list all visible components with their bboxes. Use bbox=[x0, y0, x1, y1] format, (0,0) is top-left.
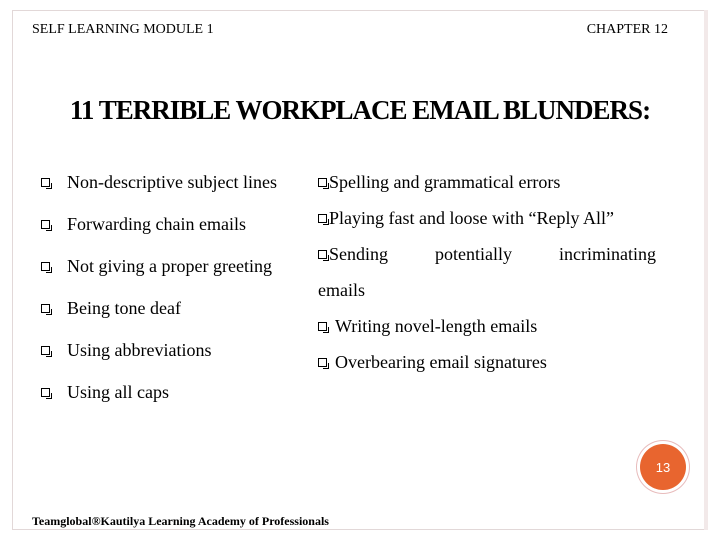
checkbox-bullet-icon bbox=[318, 178, 327, 187]
list-item-text: Spelling and grammatical errors bbox=[329, 172, 561, 192]
list-item bbox=[41, 340, 211, 361]
list-item-text: Playing fast and loose with “Reply All” bbox=[329, 208, 614, 228]
list-item-word: potentially bbox=[435, 244, 512, 264]
list-item bbox=[318, 208, 614, 229]
list-item-text: Forwarding chain emails bbox=[67, 214, 246, 234]
list-item bbox=[318, 316, 537, 337]
checkbox-bullet-icon bbox=[318, 214, 327, 223]
list-item-text: Writing novel-length emails bbox=[335, 316, 538, 336]
list-item-text: Non-descriptive subject lines bbox=[67, 172, 277, 192]
list-item-text: Overbearing email signatures bbox=[335, 352, 547, 372]
list-item bbox=[318, 244, 656, 265]
list-item-text: Using abbreviations bbox=[67, 340, 212, 360]
list-item-word: Sending bbox=[329, 244, 389, 264]
list-item bbox=[41, 382, 169, 403]
checkbox-bullet-icon bbox=[41, 346, 50, 355]
list-item-text: Using all caps bbox=[67, 382, 169, 402]
frame-edge bbox=[704, 10, 708, 530]
slide-title: 11 TERRIBLE WORKPLACE EMAIL BLUNDERS: bbox=[69, 95, 651, 125]
checkbox-bullet-icon bbox=[41, 262, 50, 271]
list-item-text: Being tone deaf bbox=[67, 298, 181, 318]
page-number-badge: 13 bbox=[640, 444, 686, 490]
list-item bbox=[318, 172, 560, 193]
list-item-text: Not giving a proper greeting bbox=[67, 256, 272, 276]
module-header: SELF LEARNING MODULE 1 bbox=[32, 22, 214, 37]
list-item bbox=[318, 352, 547, 373]
checkbox-bullet-icon bbox=[318, 250, 327, 259]
checkbox-bullet-icon bbox=[41, 388, 50, 397]
list-item bbox=[41, 172, 277, 193]
checkbox-bullet-icon bbox=[41, 220, 50, 229]
chapter-header: CHAPTER 12 bbox=[586, 22, 668, 37]
footer-credit: Teamglobal®Kautilya Learning Academy of Professionals bbox=[32, 514, 329, 528]
checkbox-bullet-icon bbox=[318, 358, 327, 367]
checkbox-bullet-icon bbox=[318, 322, 327, 331]
checkbox-bullet-icon bbox=[41, 178, 50, 187]
list-item bbox=[41, 214, 246, 235]
list-item-continuation bbox=[318, 280, 365, 301]
list-item bbox=[41, 256, 272, 277]
list-item bbox=[41, 298, 181, 319]
checkbox-bullet-icon bbox=[41, 304, 50, 313]
list-item-word: incriminating bbox=[559, 244, 656, 264]
list-item-text: emails bbox=[318, 280, 365, 300]
